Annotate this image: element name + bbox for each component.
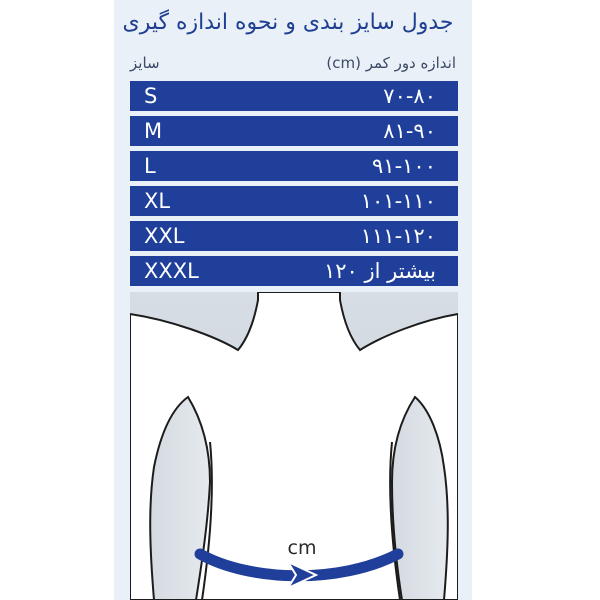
size-cell: XXXL (144, 259, 199, 283)
range-cell: ۷۰-۸۰ (383, 84, 436, 108)
size-cell: S (144, 84, 158, 108)
size-cell: XL (144, 189, 171, 213)
table-row (130, 81, 458, 111)
range-cell: ۱۰۱-۱۱۰ (360, 189, 436, 213)
size-cell: M (144, 119, 163, 143)
size-column-header: سایز (130, 54, 160, 72)
size-cell: L (144, 154, 156, 178)
size-cell: XXL (144, 224, 185, 248)
table-header (130, 48, 458, 78)
range-cell: ۱۱۱-۱۲۰ (360, 224, 436, 248)
table-row (130, 116, 458, 146)
range-cell: ۹۱-۱۰۰ (372, 154, 436, 178)
unit-label: cm (287, 537, 317, 559)
table-row (130, 221, 458, 251)
waist-column-header: اندازه دور کمر (cm) (326, 54, 456, 72)
range-cell: ۸۱-۹۰ (383, 119, 436, 143)
table-row (130, 186, 458, 216)
table-row (130, 151, 458, 181)
range-cell: بیشتر از ۱۲۰ (323, 259, 436, 283)
size-table (130, 81, 458, 291)
waist-measurement-illustration (130, 292, 458, 600)
table-row (130, 256, 458, 286)
page-title: جدول سایز بندی و نحوه اندازه گیری (122, 10, 454, 35)
